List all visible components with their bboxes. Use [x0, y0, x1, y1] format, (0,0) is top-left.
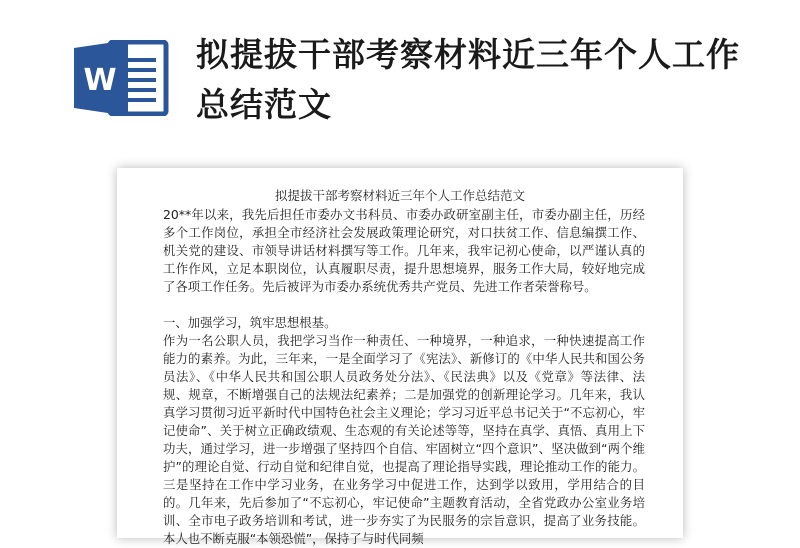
document-title: 拟提拔干部考察材料近三年个人工作总结范文 [274, 188, 525, 203]
paragraph-study: 作为一名公职人员，我把学习当作一种责任、一种境界，一种追求，一种快速提高工作能力的素养。为此，三年来，一是全面学习了《宪法》、新修订的《中华人民共和国公务员法》、《中华人民共和国公职人员政务处分法》、《民法典》以及《党章》等法律、法规、规章，不断增强自己的法规法纪素养；二是加强党的创新理论学习。几年来，我认真学习贯彻习近平新时代中国特色社会主义理论；学习习近平总书记关于“不忘初心，牢记使命”、关于树立正确政绩观、生态观的有关论述等等，坚持在真学、真悟、真用上下功夫，通过学习，进一步增强了坚持四个自信、牢固树立“四个意识”、坚决做到“两个维护”的理论自觉、行动自觉和纪律自觉，也提高了理论指导实践，理论推动工作的能力。三是坚持在工作中学习业务，在业务学习中促进工作，达到学以致用，学用结合的目的。几年来，先后参加了“不忘初心，牢记使命”主题教育活动，全省党政办公室业务培训、全市电子政务培训和考试，进一步夯实了为民服务的宗旨意识，提高了业务技能。本人也不断克服“本领恐慌”，保持了与时代同频 [163, 333, 645, 546]
header [0, 0, 800, 150]
paragraph-intro: 20**年以来，我先后担任市委办文书科员、市委办政研室副主任，市委办副主任，历经多个工作岗位，承担全市经济社会发展政策理论研究，对口扶贫工作、信息编撰工作、机关党的建设、市领导讲话材料撰写等工作。几年来，我牢记初心使命，以严谨认真的工作作风，立足本职岗位，认真履职尽责，提升思想境界，服务工作大局，较好地完成了各项工作任务。先后被评为市委办系统优秀共产党员、先进工作者荣誉称号。 [163, 207, 645, 294]
word-icon-letter: W [83, 63, 117, 98]
section-heading: 一、加强学习，筑牢思想根基。 [163, 315, 337, 330]
word-document-icon [74, 40, 172, 116]
paragraph-spacer [163, 296, 645, 314]
document-page [117, 168, 683, 546]
document-body [163, 206, 645, 548]
page-title: 拟提拔干部考察材料近三年个人工作总结范文 [196, 35, 740, 124]
